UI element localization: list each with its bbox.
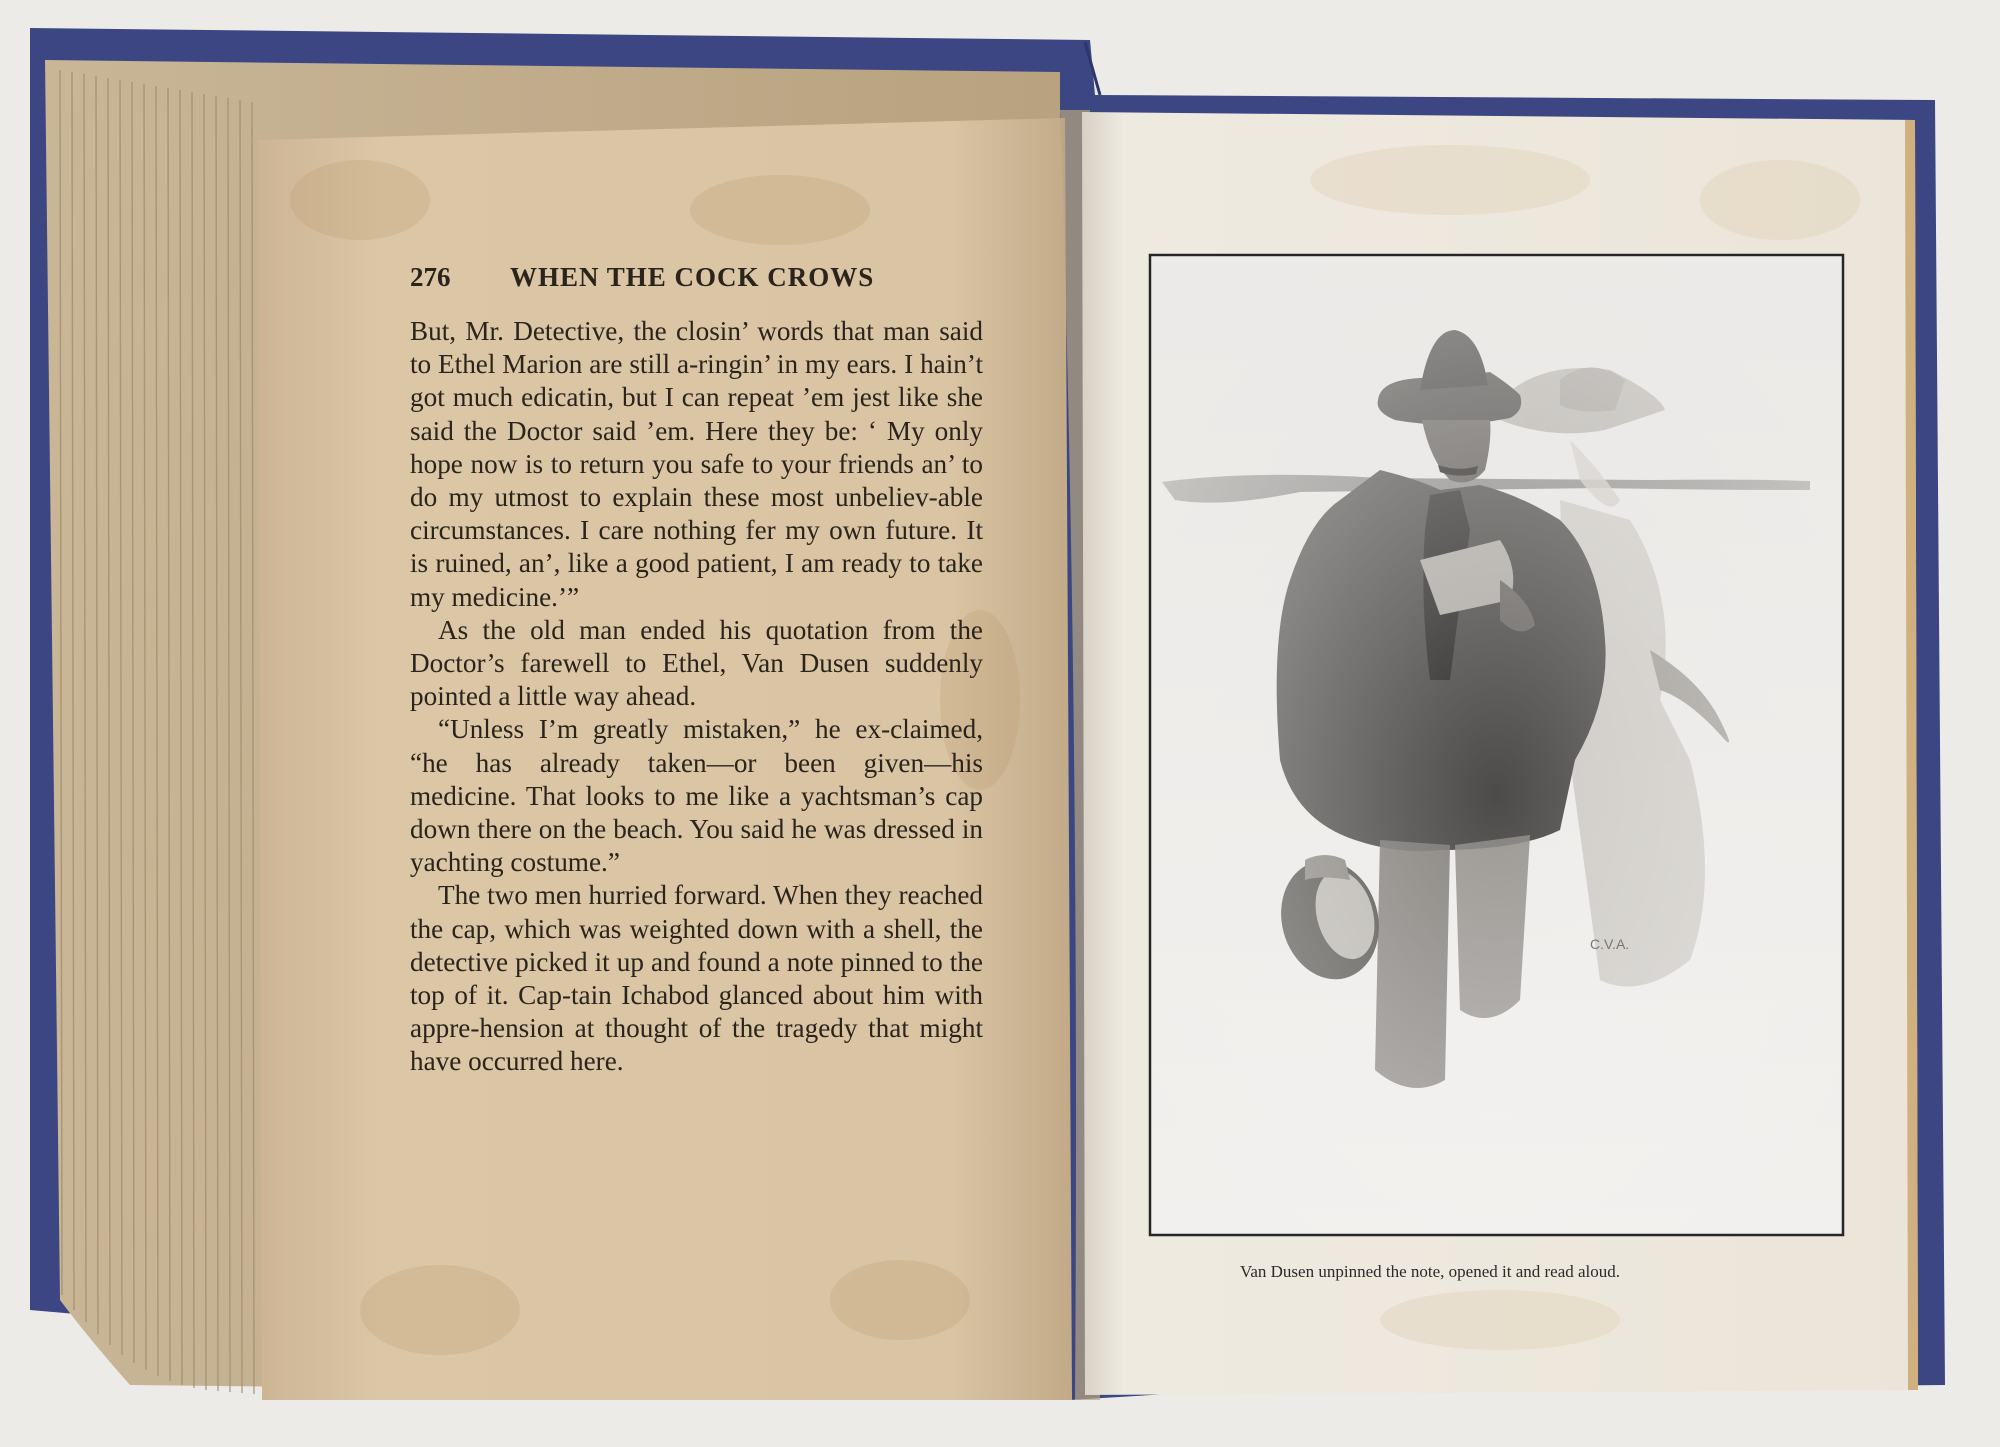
paragraph: As the old man ended his quotation from the Doctor’s farewell to Ethel, Van Dusen suddenly pointed a little way ahead. [410,614,983,712]
paragraph: “Unless I’m greatly mistaken,” he ex-claimed, “he has already taken—or been given—his medicine. That looks to me like a yachtsman’s cap down there on the beach. You said he was dressed in yachting costume.” [410,714,983,878]
left-page-text [410,262,983,1079]
illustration-caption: Van Dusen unpinned the note, opened it and read aloud. [1239,1262,1621,1281]
paragraph: But, Mr. Detective, the closin’ words that man said to Ethel Marion are still a-ringin’ in my ears. I hain’t got much edicatin, but I can repeat ’em jest like she said the Doctor said ’em. Here they be: ‘ My only hope now is to return you safe to your friends an’ to do my utmost to explain these most unbeliev-able circumstances. I care nothing fer my own future. It is ruined, an’, like a good patient, I am ready to take my medicine.’” [410,316,983,612]
running-head: WHEN THE COCK CROWS [510,262,875,292]
illustration [1150,255,1843,1235]
paragraph: The two men hurried forward. When they reached the cap, which was weighted down with a shell, the detective picked it up and found a note pinned to the top of it. Cap-tain Ichabod glanced about him with appre-hension at thought of the tragedy that might have occurred here. [410,880,983,1077]
page-number: 276 [410,262,451,292]
page-header [410,262,983,293]
illustration-signature: C.V.A. [1590,936,1630,952]
